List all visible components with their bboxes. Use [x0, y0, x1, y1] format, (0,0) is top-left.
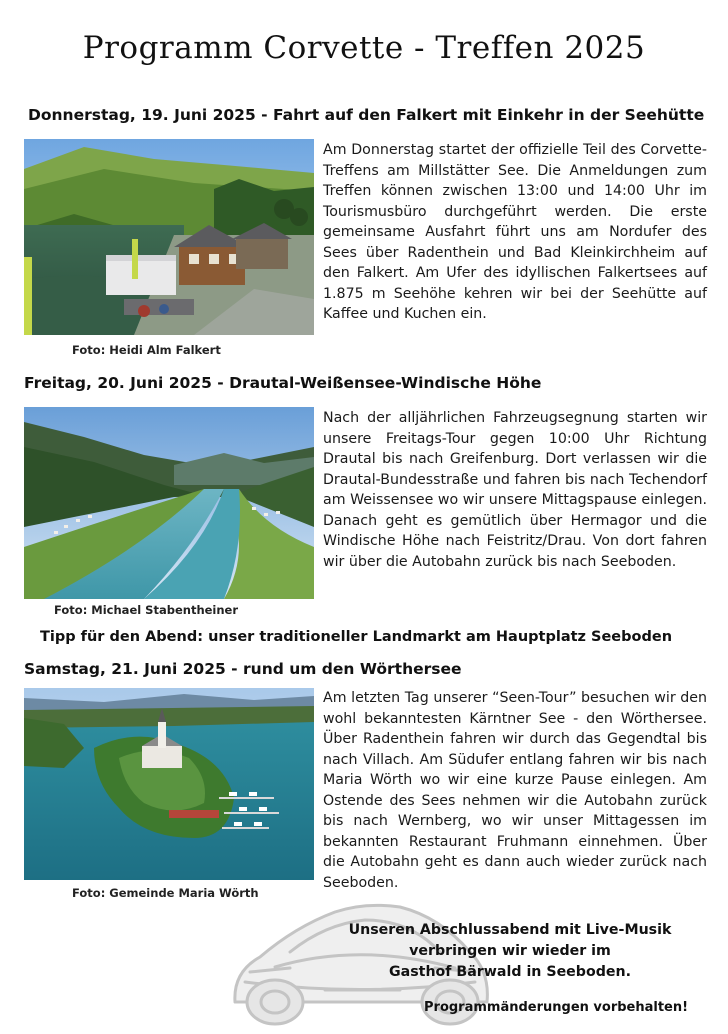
day-2-heading: Freitag, 20. Juni 2025 - Drautal-Weißensee-Windische Höhe — [24, 374, 542, 392]
day-1-heading: Donnerstag, 19. Juni 2025 - Fahrt auf den Falkert mit Einkehr in der Seehütte — [28, 106, 705, 124]
day-3-description: Am letzten Tag unserer “Seen-Tour” besuchen wir den wohl bekanntesten Kärntner See - den Wörthersee. Über Radenthein fahren wir durch das Gegendtal bis nach Villach. Am Südufer entlang fahren wir bis nach Maria Wörth wo wir eine kurze Pause einlegen. Am Ostende des Sees nehmen wir die Autobahn zurück bis nach Wernberg, wo wir unser Mittagessen im bekannten Restaurant Fruhmann einnehmen. Über die Autobahn geht es dann auch wieder zurück nach Seeboden. — [323, 690, 707, 891]
day-3-heading: Samstag, 21. Juni 2025 - rund um den Wörthersee — [24, 660, 462, 678]
photo-falkert-seehuette — [24, 139, 314, 335]
evening-tip: Tipp für den Abend: unser traditioneller Landmarkt am Hauptplatz Seeboden — [40, 629, 673, 645]
day-2-description: Nach der alljährlichen Fahrzeugsegnung starten wir unsere Freitags-Tour gegen 10:00 Uhr Richtung Drautal bis nach Greifenburg. Dort verlassen wir die Drautal-Bundesstraße und fahren bis nach Techendorf am Weissensee wo wir unsere Mittagspause einlegen. Danach geht es gemütlich über Hermagor und die Windische Höhe nach Feistritz/Drau. Von dort fahren wir über die Autobahn zurück bis nach Seeboden. — [323, 410, 707, 570]
photo-caption: Foto: Heidi Alm Falkert — [72, 343, 221, 357]
closing-line: Unseren Abschlussabend mit Live-Musik — [348, 922, 672, 938]
closing-line: verbringen wir wieder im — [409, 943, 611, 959]
photo-caption: Foto: Gemeinde Maria Wörth — [72, 886, 259, 900]
photo-caption: Foto: Michael Stabentheiner — [54, 603, 239, 617]
day-1-description: Am Donnerstag startet der offizielle Teil des Corvette-Treffens am Millstätter See. Die Anmeldungen zum Treffen können zwischen 13:00 und 14:00 Uhr im Tourismusbüro durchgeführt werden. Die erste gemeinsame Ausfahrt führt uns am Nordufer des Sees über Radenthein und Bad Kleinkirchheim auf den Falkert. Am Ufer des idyllischen Falkertsees auf 1.875 m Seehöhe kehren wir bei der Seehütte auf Kaffee und Kuchen ein. — [323, 142, 707, 322]
photo-weissensee — [24, 407, 314, 599]
program-change-disclaimer: Programmänderungen vorbehalten! — [424, 1000, 689, 1015]
closing-line: Gasthof Bärwald in Seeboden. — [389, 964, 631, 980]
closing-evening-info — [330, 920, 690, 983]
page-title: Programm Corvette - Treffen 2025 — [82, 30, 646, 66]
photo-maria-woerth — [24, 688, 314, 880]
